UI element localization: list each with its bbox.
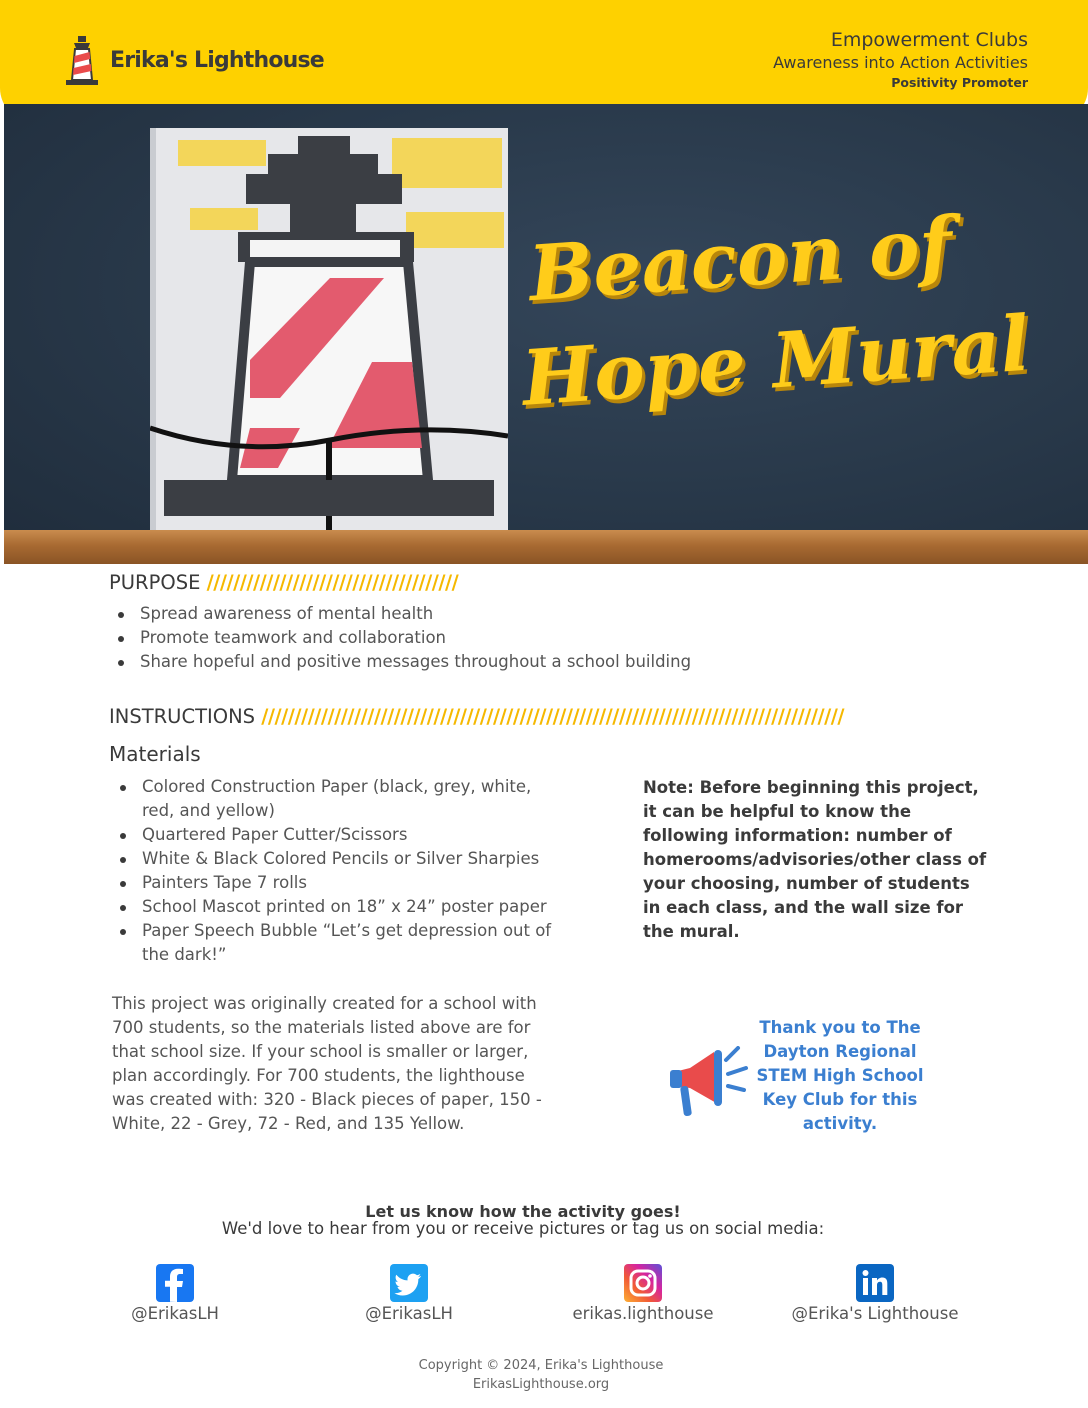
wood-ledge bbox=[4, 530, 1088, 564]
program-title: Empowerment Clubs bbox=[830, 29, 1028, 51]
megaphone-icon bbox=[668, 1046, 750, 1118]
hero-banner bbox=[4, 104, 1088, 564]
linkedin-handle[interactable]: @Erika's Lighthouse bbox=[791, 1304, 959, 1323]
header-titles bbox=[773, 28, 1028, 92]
materials-list bbox=[110, 775, 560, 967]
list-item: Spread awareness of mental health bbox=[108, 602, 691, 626]
list-item: Promote teamwork and collaboration bbox=[108, 626, 691, 650]
erikas-lighthouse-logo[interactable] bbox=[62, 34, 324, 86]
twitter-icon[interactable] bbox=[390, 1264, 428, 1302]
mural-photo bbox=[150, 128, 508, 532]
list-item: Paper Speech Bubble “Let’s get depression out of the dark!” bbox=[110, 919, 560, 967]
activity-title bbox=[519, 186, 1058, 430]
linkedin-icon[interactable] bbox=[856, 1264, 894, 1302]
cta-subtext: We'd love to hear from you or receive pictures or tag us on social media: bbox=[221, 1219, 825, 1238]
copyright-text: Copyright © 2024, Erika's Lighthouse bbox=[418, 1358, 664, 1373]
facebook-icon[interactable] bbox=[156, 1264, 194, 1302]
social-instagram[interactable] bbox=[533, 1264, 753, 1323]
activity-category: Positivity Promoter bbox=[891, 75, 1028, 90]
program-subtitle: Awareness into Action Activities bbox=[773, 53, 1028, 72]
title-line-1: Beacon of bbox=[525, 199, 955, 319]
purpose-divider: ////////////////////////////////////// bbox=[206, 571, 459, 594]
list-item: White & Black Colored Pencils or Silver Sharpies bbox=[110, 847, 560, 871]
list-item: Painters Tape 7 rolls bbox=[110, 871, 560, 895]
material-quantities-paragraph: This project was originally created for a school with 700 students, so the materials listed above are for that school size. If your school is smaller or larger, plan accordingly. For 700 students, the lighthouse was created with: 320 - Black pieces of paper, 150 - White, 22 - Grey, 72 - Red, and 135 Yellow. bbox=[112, 994, 542, 1133]
purpose-heading-text: PURPOSE bbox=[109, 571, 201, 594]
social-linkedin[interactable] bbox=[765, 1264, 985, 1323]
facebook-handle[interactable]: @ErikasLH bbox=[131, 1304, 219, 1323]
instructions-heading-text: INSTRUCTIONS bbox=[109, 705, 256, 728]
list-item: Colored Construction Paper (black, grey, white, red, and yellow) bbox=[110, 775, 560, 823]
social-twitter[interactable] bbox=[299, 1264, 519, 1323]
instructions-heading bbox=[109, 705, 844, 728]
title-line-2: Hope Mural bbox=[519, 298, 1033, 423]
planning-note: Note: Before beginning this project, it can be helpful to know the following information: number of homerooms/advisories/other class of your choosing, number of students in each class, and the wall size for the mural. bbox=[643, 778, 987, 941]
purpose-list bbox=[108, 602, 691, 674]
instagram-icon[interactable] bbox=[624, 1264, 662, 1302]
acknowledgement: Thank you to The Dayton Regional STEM High School Key Club for this activity. bbox=[756, 1018, 924, 1133]
twitter-handle[interactable]: @ErikasLH bbox=[365, 1304, 453, 1323]
footer bbox=[0, 1356, 1082, 1394]
logo-text: Erika's Lighthouse bbox=[110, 47, 324, 73]
materials-heading: Materials bbox=[109, 742, 201, 766]
lighthouse-icon bbox=[62, 34, 102, 86]
instructions-divider: //////////////////////////////////////////////////////////////////////////////////////// bbox=[261, 705, 844, 728]
website-link[interactable]: ErikasLighthouse.org bbox=[472, 1377, 610, 1392]
instagram-handle[interactable]: erikas.lighthouse bbox=[572, 1304, 714, 1323]
list-item: Share hopeful and positive messages throughout a school building bbox=[108, 650, 691, 674]
cta-heading: Let us know how the activity goes! bbox=[365, 1202, 681, 1221]
social-facebook[interactable] bbox=[65, 1264, 285, 1323]
list-item: Quartered Paper Cutter/Scissors bbox=[110, 823, 560, 847]
purpose-heading bbox=[109, 571, 458, 594]
list-item: School Mascot printed on 18” x 24” poster paper bbox=[110, 895, 560, 919]
